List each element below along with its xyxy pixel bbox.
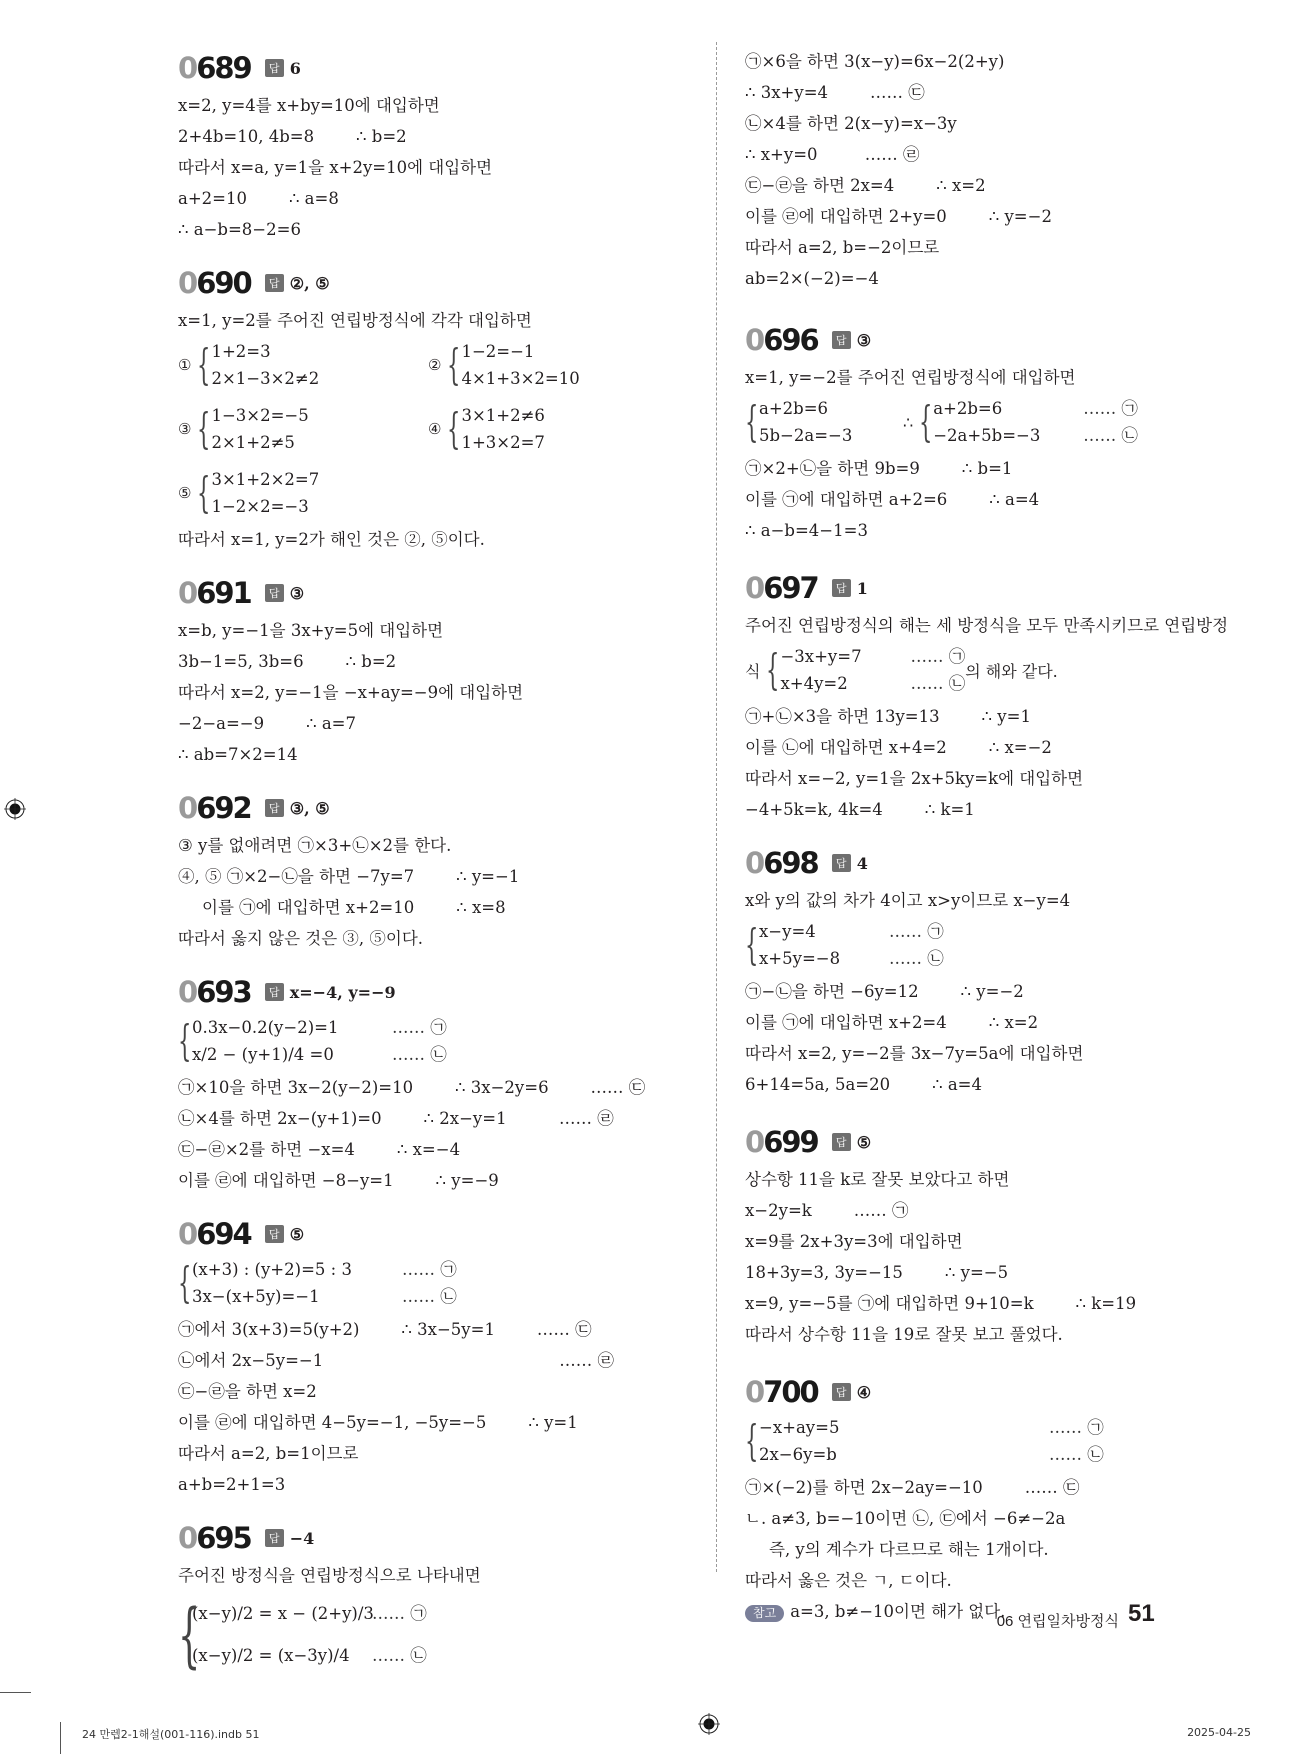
problem-number: 0694 <box>178 1217 251 1251</box>
solution-line: 따라서 x=a, y=1을 x+2y=10에 대입하면 <box>178 158 493 177</box>
answer-value: ②, ⑤ <box>289 273 330 293</box>
column-divider <box>716 42 717 1572</box>
equation-system-pair: { a+2b=6 5b−2a=−3 ∴ { a+2b=6 …… ㉠ −2a+5b=−3 …… ㉡ <box>745 397 1138 446</box>
solution-line: ∴ 3x+y=4 …… ㉢ <box>745 83 925 102</box>
solution-line: 이를 ㉠에 대입하면 a+2=6 ∴ a=4 <box>745 490 1040 509</box>
problem-number: 0690 <box>178 266 251 300</box>
answer-badge: 답 <box>832 1133 851 1151</box>
problem-0697 <box>745 568 1265 825</box>
problem-number: 0689 <box>178 51 251 85</box>
answer-value: x=−4, y=−9 <box>289 982 396 1002</box>
answer-value: −4 <box>289 1528 315 1548</box>
solution-line: 이를 ㉣에 대입하면 2+y=0 ∴ y=−2 <box>745 207 1052 226</box>
equation-system: { (x+3) : (y+2)=5 : 3 …… ㉠ 3x−(x+5y)=−1 …… ㉡ <box>178 1258 457 1307</box>
answer-badge: 답 <box>265 983 284 1001</box>
solution-line: 상수항 11을 k로 잘못 보았다고 하면 <box>745 1170 1010 1189</box>
solution-line: x=9, y=−5를 ㉠에 대입하면 9+10=k ∴ k=19 <box>745 1294 1137 1313</box>
problem-number: 0696 <box>745 323 818 357</box>
solution-line: x=1, y=2를 주어진 연립방정식에 각각 대입하면 <box>178 311 532 330</box>
solution-line: ㉠−㉡을 하면 −6y=12 ∴ y=−2 <box>745 982 1024 1001</box>
solution-line: −2−a=−9 ∴ a=7 <box>178 714 356 733</box>
problem-number: 0699 <box>745 1125 818 1159</box>
problem-0692 <box>178 788 678 954</box>
solution-line: ㄴ. a≠3, b=−10이면 ㉡, ㉢에서 −6≠−2a <box>745 1509 1066 1528</box>
option-system: ⑤ { 3×1+2×2=7 1−2×2=−3 <box>178 468 320 517</box>
solution-line: ㉡×4를 하면 2x−(y+1)=0 ∴ 2x−y=1 …… ㉣ <box>178 1109 614 1128</box>
solution-line: 18+3y=3, 3y=−15 ∴ y=−5 <box>745 1263 1009 1282</box>
problem-0695-continued <box>745 46 1265 294</box>
problem-0689 <box>178 48 678 245</box>
solution-line: 주어진 방정식을 연립방정식으로 나타내면 <box>178 1566 481 1585</box>
registration-mark-icon <box>4 798 26 820</box>
problem-number: 0695 <box>178 1521 251 1555</box>
equation-system: { (x−y)/2 = x − (2+y)/3…… ㉠ (x−y)/2 = (x−3y)/4 …… ㉡ <box>178 1594 427 1676</box>
solution-line: 이를 ㉠에 대입하면 x+2=10 ∴ x=8 <box>202 898 506 917</box>
answer-value: ③ <box>289 583 305 603</box>
answer-badge: 답 <box>832 579 851 597</box>
left-column <box>178 48 678 1695</box>
answer-badge: 답 <box>832 331 851 349</box>
solution-line: ㉢−㉣을 하면 2x=4 ∴ x=2 <box>745 176 986 195</box>
solution-line: 따라서 상수항 11을 19로 잘못 보고 풀었다. <box>745 1325 1063 1344</box>
option-system: ④ { 3×1+2≠6 1+3×2=7 <box>428 404 545 453</box>
page-number: 51 <box>1128 1600 1155 1627</box>
option-grid <box>178 336 678 524</box>
solution-line: x=1, y=−2를 주어진 연립방정식에 대입하면 <box>745 368 1076 387</box>
answer-badge: 답 <box>265 59 284 77</box>
answer-value: ③ <box>856 330 872 350</box>
solution-line: 이를 ㉡에 대입하면 x+4=2 ∴ x=−2 <box>745 738 1052 757</box>
solution-line: 따라서 x=2, y=−1을 −x+ay=−9에 대입하면 <box>178 683 524 702</box>
problem-number: 0691 <box>178 576 251 610</box>
note-badge: 참고 <box>745 1605 784 1622</box>
solution-line: a+b=2+1=3 <box>178 1475 286 1494</box>
problem-0690 <box>178 263 678 555</box>
problem-number: 0697 <box>745 571 818 605</box>
solution-line: ab=2×(−2)=−4 <box>745 269 879 288</box>
answer-badge: 답 <box>832 854 851 872</box>
solution-line: 주어진 연립방정식의 해는 세 방정식을 모두 만족시키므로 연립방정 <box>745 616 1229 635</box>
problem-number: 0700 <box>745 1375 818 1409</box>
solution-line: 따라서 x=2, y=−2를 3x−7y=5a에 대입하면 <box>745 1044 1084 1063</box>
answer-badge: 답 <box>265 799 284 817</box>
solution-line: 이를 ㉣에 대입하면 −8−y=1 ∴ y=−9 <box>178 1171 499 1190</box>
solution-line: 따라서 옳은 것은 ㄱ, ㄷ이다. <box>745 1571 952 1590</box>
equation-system: { −x+ay=5 …… ㉠ 2x−6y=b …… ㉡ <box>745 1416 1104 1465</box>
solution-line: ㉢−㉣×2를 하면 −x=4 ∴ x=−4 <box>178 1140 461 1159</box>
solution-line: ∴ a−b=8−2=6 <box>178 220 301 239</box>
equation-system: 식 { −3x+y=7 …… ㉠ x+4y=2 …… ㉡ 의 해와 같다. <box>745 645 1058 694</box>
print-file-info: 24 만렙2-1해설(001-116).indb 51 <box>82 1728 260 1741</box>
solution-line: ④, ⑤ ㉠×2−㉡을 하면 −7y=7 ∴ y=−1 <box>178 867 520 886</box>
problem-0693 <box>178 972 678 1196</box>
answer-value: ④ <box>856 1382 872 1402</box>
crop-mark <box>60 1722 61 1754</box>
solution-line: ③ y를 없애려면 ㉠×3+㉡×2를 한다. <box>178 836 452 855</box>
equation-system: { x−y=4 …… ㉠ x+5y=−8 …… ㉡ <box>745 920 944 969</box>
solution-line: x=2, y=4를 x+by=10에 대입하면 <box>178 96 440 115</box>
note-line: 참고 a=3, b≠−10이면 해가 없다. <box>745 1596 1265 1627</box>
solution-line: ㉡×4를 하면 2(x−y)=x−3y <box>745 114 957 133</box>
solution-line: 2+4b=10, 4b=8 ∴ b=2 <box>178 127 407 146</box>
solution-line: ㉠에서 3(x+3)=5(y+2) ∴ 3x−5y=1 …… ㉢ <box>178 1320 592 1339</box>
solution-line: ㉢−㉣을 하면 x=2 <box>178 1382 317 1401</box>
problem-0694 <box>178 1214 678 1500</box>
answer-value: 1 <box>856 578 868 598</box>
solution-line: ㉠+㉡×3을 하면 13y=13 ∴ y=1 <box>745 707 1031 726</box>
solution-line: 3b−1=5, 3b=6 ∴ b=2 <box>178 652 397 671</box>
right-column <box>745 46 1265 1645</box>
option-system: ② { 1−2=−1 4×1+3×2=10 <box>428 340 580 389</box>
solution-line: 따라서 a=2, b=−2이므로 <box>745 238 940 257</box>
problem-number: 0692 <box>178 791 251 825</box>
solution-line: ㉠×(−2)를 하면 2x−2ay=−10 …… ㉢ <box>745 1478 1080 1497</box>
solution-line: ∴ x+y=0 …… ㉣ <box>745 145 920 164</box>
solution-line: x=9를 2x+3y=3에 대입하면 <box>745 1232 963 1251</box>
solution-line: 이를 ㉠에 대입하면 x+2=4 ∴ x=2 <box>745 1013 1039 1032</box>
problem-0696 <box>745 320 1265 546</box>
print-date: 2025-04-25 <box>1187 1726 1251 1739</box>
solution-line: 이를 ㉣에 대입하면 4−5y=−1, −5y=−5 ∴ y=1 <box>178 1413 578 1432</box>
answer-value: ⑤ <box>856 1132 872 1152</box>
solution-line: ㉠×2+㉡을 하면 9b=9 ∴ b=1 <box>745 459 1013 478</box>
solution-line: ㉠×6을 하면 3(x−y)=6x−2(2+y) <box>745 52 1005 71</box>
problem-0691 <box>178 573 678 770</box>
problem-0695 <box>178 1518 678 1677</box>
answer-badge: 답 <box>832 1383 851 1401</box>
answer-badge: 답 <box>265 1225 284 1243</box>
solution-line: 따라서 x=1, y=2가 해인 것은 ②, ⑤이다. <box>178 530 485 549</box>
problem-0700 <box>745 1372 1265 1627</box>
option-system: ① { 1+2=3 2×1−3×2≠2 <box>178 340 320 389</box>
solution-line: 따라서 a=2, b=1이므로 <box>178 1444 359 1463</box>
solution-line: ∴ ab=7×2=14 <box>178 745 298 764</box>
answer-value: ③, ⑤ <box>289 798 330 818</box>
answer-value: 4 <box>856 853 868 873</box>
problem-0699 <box>745 1122 1265 1350</box>
solution-line: ∴ a−b=4−1=3 <box>745 521 868 540</box>
solution-line: −4+5k=k, 4k=4 ∴ k=1 <box>745 800 975 819</box>
solution-line: a+2=10 ∴ a=8 <box>178 189 339 208</box>
problem-0698 <box>745 843 1265 1100</box>
solution-line: ㉡에서 2x−5y=−1 …… ㉣ <box>178 1351 614 1370</box>
equation-system: { 0.3x−0.2(y−2)=1 …… ㉠ x/2 − (y+1)/4 =0 …… ㉡ <box>178 1016 447 1065</box>
problem-number: 0693 <box>178 975 251 1009</box>
solution-line: x=b, y=−1을 3x+y=5에 대입하면 <box>178 621 444 640</box>
answer-value: 6 <box>289 58 301 78</box>
answer-badge: 답 <box>265 584 284 602</box>
chapter-title: 06 연립일차방정식 <box>996 1613 1119 1630</box>
option-system: ③ { 1−3×2=−5 2×1+2≠5 <box>178 404 309 453</box>
problem-number: 0698 <box>745 846 818 880</box>
answer-badge: 답 <box>265 274 284 292</box>
solution-line: 따라서 x=−2, y=1을 2x+5ky=k에 대입하면 <box>745 769 1084 788</box>
solution-line: x와 y의 값의 차가 4이고 x>y이므로 x−y=4 <box>745 891 1071 910</box>
crop-mark <box>0 1692 31 1693</box>
solution-line: 즉, y의 계수가 다르므로 해는 1개이다. <box>769 1540 1049 1559</box>
solution-line: 6+14=5a, 5a=20 ∴ a=4 <box>745 1075 982 1094</box>
solution-line: ㉠×10을 하면 3x−2(y−2)=10 ∴ 3x−2y=6 …… ㉢ <box>178 1078 646 1097</box>
solution-line: x−2y=k …… ㉠ <box>745 1201 909 1220</box>
answer-value: ⑤ <box>289 1224 305 1244</box>
answer-badge: 답 <box>265 1529 284 1547</box>
registration-mark-icon <box>698 1713 720 1735</box>
solution-line: 따라서 옳지 않은 것은 ③, ⑤이다. <box>178 929 424 948</box>
